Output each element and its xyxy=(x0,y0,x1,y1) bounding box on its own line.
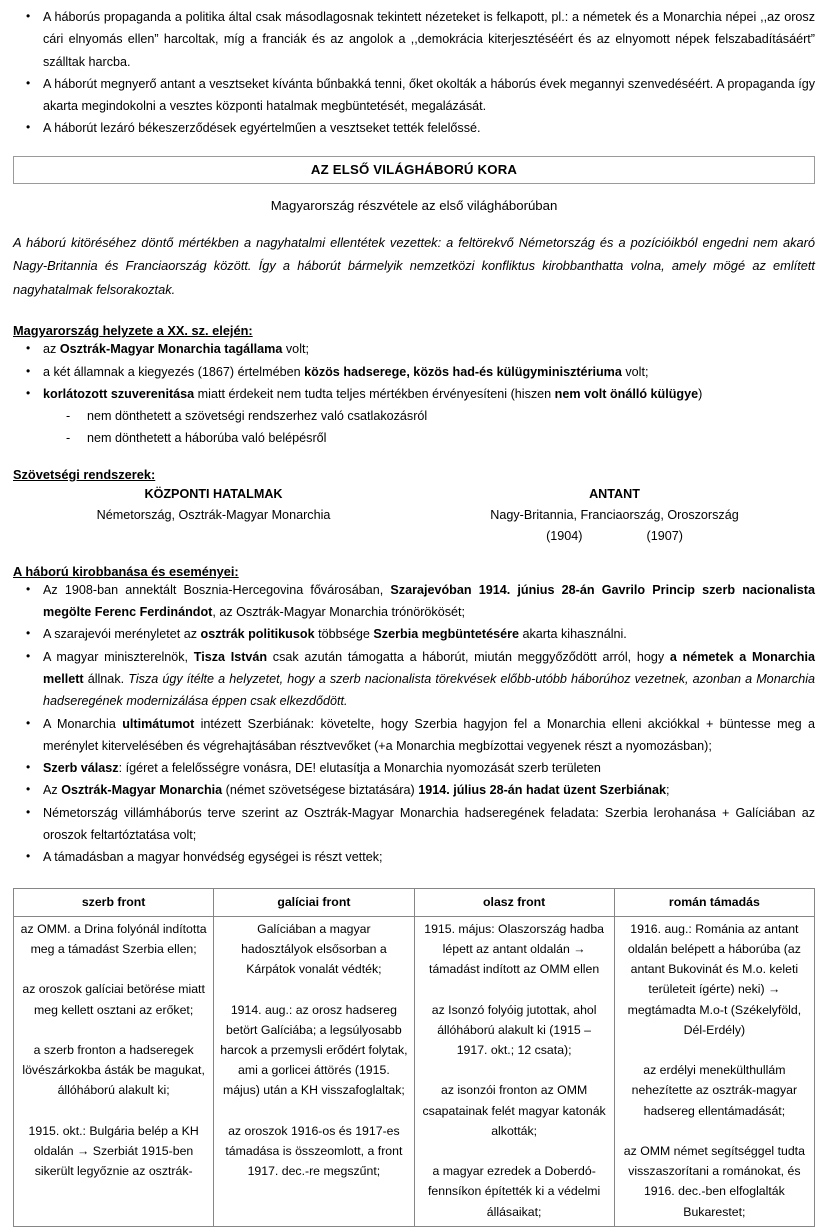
list-item xyxy=(13,646,815,713)
text-run: ; xyxy=(665,783,670,798)
alliance-entente-year-1907: (1907) xyxy=(646,528,683,543)
text-run: (német szövetségese biztatására) xyxy=(222,783,419,798)
text-run: csak azután támogatta a háborút, miután meggyőződött arról, hogy xyxy=(267,649,670,664)
sub-list-item: - nem dönthetett a háborúba való belépésről xyxy=(13,427,815,449)
list-item xyxy=(13,361,815,383)
intro-paragraph: A háború kitöréséhez döntő mértékben a nagyhatalmi ellentétek vezettek: a feltörekvő Németország és a pozícióikból engedni nem akaró Nagy-Britannia és Franciaország között. Így a háborút bármelyik nemzetközi konfliktus kirobbanthatta volna, amely mögé az említett nagyhatalmak felsorakoztak. xyxy=(13,234,815,297)
text-run: : ígéret a felelősségre vonásra, DE! elutasítja a Monarchia nyomozását szerb területen xyxy=(118,761,601,776)
fronts-table-header-cell: szerb front xyxy=(14,888,214,916)
sub-list-item: - nem dönthetett a szövetségi rendszerhez való csatlakozásról xyxy=(13,405,815,427)
text-run: Németország villámháborús terve szerint az Osztrák-Magyar Monarchia hadseregének feladata: Szerbia lerohanása + Galíciában az oroszok feltartóztatása volt; xyxy=(43,805,815,843)
text-run: Az 1908-ban annektált Bosznia-Hercegovina fővárosában, xyxy=(43,582,391,597)
fronts-table-head xyxy=(14,888,815,916)
list-item: • A háborús propaganda a politika által csak másodlagosnak tekintett nézeteket is felkapott, pl.: a németek és a Monarchia népei ,,az orosz cári elnyomás ellen” harcoltak, míg a franciák és az angolok a ,,demokrácia kiterjesztéséért és az elnyomott népek felszabadításáért” szálltak harcba. xyxy=(13,6,815,73)
text-run: állnak. xyxy=(83,671,129,686)
cell-paragraph: az oroszok galíciai betörése miatt meg kellett osztani az erőket; xyxy=(22,982,205,1017)
italic-run: Tisza úgy ítélte a helyzetet, hogy a szerb nacionalista törekvések előbb-utóbb háborúhoz vezetnek, azonban a Monarchia hadseregének modernizálása éppen csak elkezdődött. xyxy=(43,671,815,709)
bold-run: Osztrák-Magyar Monarchia xyxy=(61,783,223,798)
kirobbanasa-bullet-list xyxy=(13,579,815,869)
alliance-entente-years xyxy=(414,526,815,547)
alliance-central-powers xyxy=(13,484,414,547)
cell-paragraph: Galíciában a magyar hadosztályok elsősorban a Kárpátok vonalát védték; xyxy=(241,921,387,977)
bold-run: Szerb válasz xyxy=(43,761,119,776)
text-run: többsége xyxy=(314,627,374,642)
cell-paragraph: a magyar ezredek a Doberdó-fennsíkon építették ki a védelmi állásaikat; xyxy=(427,1164,601,1219)
alliance-entente-year-1904: (1904) xyxy=(546,528,583,543)
bold-run: Tisza István xyxy=(193,649,268,664)
alliances-row xyxy=(13,484,815,547)
cell-paragraph: a szerb fronton a hadseregek lövészárkokba ásták be magukat, állóháború alakult ki; xyxy=(22,1043,205,1098)
fronts-table-cell xyxy=(414,916,614,1226)
text-run: volt; xyxy=(282,342,309,357)
bold-run: közös hadserege, közös had-és külügyminisztériuma xyxy=(304,364,622,379)
fronts-table-header-row xyxy=(14,888,815,916)
page-subtitle: Magyarország részvétele az első világháborúban xyxy=(270,197,558,213)
alliance-entente xyxy=(414,484,815,547)
fronts-table-row xyxy=(14,916,815,1226)
text-run: A magyar miniszterelnök, xyxy=(43,649,194,664)
fronts-table-cell xyxy=(214,916,414,1226)
list-item: • A háborút megnyerő antant a vesztseket kívánta bűnbakká tenni, őket okolták a háborús évek megannyi szenvedéséért. A propaganda így akarta megindokolni a vesztes központi hatalmak megbüntetését, megalázását. xyxy=(13,73,815,118)
text-run: ) xyxy=(698,386,703,401)
bold-run: a németek a Monarchia mellett xyxy=(43,649,815,686)
list-item xyxy=(13,757,815,779)
cell-paragraph: az Isonzó folyóig jutottak, ahol állóháború alakult ki (1915 – 1917. okt.; 12 csata); xyxy=(431,1002,597,1058)
text-run: Az xyxy=(43,783,62,798)
section-heading-szovetsegi: Szövetségi rendszerek: xyxy=(13,466,156,482)
cell-paragraph: az isonzói fronton az OMM csapatainak felét magyar katonák alkották; xyxy=(422,1083,606,1138)
list-item xyxy=(13,846,815,868)
fronts-table-body xyxy=(14,916,815,1226)
bold-run: Szerbia megbüntetésére xyxy=(373,627,519,642)
text-run: A támadásban a magyar honvédség egységei is részt vettek; xyxy=(43,850,383,865)
bold-run: 1914. július 28-án hadat üzent Szerbiának xyxy=(418,783,666,798)
text-run: A szarajevói merényletet az xyxy=(43,627,201,642)
fronts-table xyxy=(13,888,815,1227)
text-run: intézett Szerbiának: követelte, hogy Szerbia hagyjon fel a Monarchia elleni akciókkal + büntesse meg a merénylet kitervelésében és végrehajtásában résztvevőket (+a Monarchia megbízottai vegyenek részt a nyomozásban); xyxy=(43,716,815,753)
list-item: • A háborút lezáró békeszerződések egyértelműen a vesztseket tették felelőssé. xyxy=(13,117,815,139)
list-item xyxy=(13,623,815,645)
fronts-table-header-cell: galíciai front xyxy=(214,888,414,916)
text-run: miatt érdekeit nem tudta teljes mértékben érvényesíteni (hiszen xyxy=(194,386,555,401)
fronts-table-header-cell: román támadás xyxy=(614,888,814,916)
helyzete-bullet-list xyxy=(13,338,815,405)
helyzete-sub-bullet-list xyxy=(13,405,815,450)
cell-paragraph: az oroszok 1916-os és 1917-es támadása is összeomlott, a front 1917. dec.-re megszűnt; xyxy=(225,1123,403,1179)
list-item xyxy=(13,338,815,360)
page-title: AZ ELSŐ VILÁGHÁBORÚ KORA xyxy=(310,162,518,178)
list-item xyxy=(13,713,815,758)
cell-paragraph: 1915. május: Olaszország hadba lépett az antant oldalán → támadást indított az OMM ellen xyxy=(424,921,605,977)
bold-run: nem volt önálló külügye xyxy=(554,386,699,401)
section-heading-kirobbanasa: A háború kirobbanása és eseményei: xyxy=(13,563,239,579)
alliance-entente-name: ANTANT xyxy=(589,486,640,501)
list-item xyxy=(13,802,815,847)
cell-paragraph: az OMM német segítséggel tudta visszaszorítani a románokat, és 1916. dec.-ben elfoglalták Bukarestet; xyxy=(623,1144,805,1219)
fronts-table-cell xyxy=(614,916,814,1226)
text-run: , az Osztrák-Magyar Monarchia trónörökösét; xyxy=(212,605,466,620)
bold-run: korlátozott szuverenitása xyxy=(43,386,195,401)
bold-run: ultimátumot xyxy=(122,716,195,731)
list-item xyxy=(13,383,815,405)
cell-paragraph: 1916. aug.: Románia az antant oldalán belépett a háborúba (az antant Bukovinát és M.o. keleti területeit ígérte) neki) → megtámadta M.o-t (Székelyföld, Dél-Erdély) xyxy=(627,921,802,1037)
list-item xyxy=(13,579,815,624)
fronts-table-cell xyxy=(14,916,214,1226)
text-run: volt; xyxy=(621,364,649,379)
text-run: a két államnak a kiegyezés (1867) értelmében xyxy=(43,364,305,379)
alliance-entente-members: Nagy-Britannia, Franciaország, Oroszország xyxy=(490,507,739,522)
document-title-box xyxy=(13,156,815,184)
bold-run: Osztrák-Magyar Monarchia tagállama xyxy=(59,342,283,357)
alliance-central-powers-name: KÖZPONTI HATALMAK xyxy=(144,486,283,501)
cell-paragraph: az OMM. a Drina folyónál indította meg a támadást Szerbia ellen; xyxy=(20,921,207,957)
cell-paragraph: az erdélyi menekülthullám nehezítette az osztrák-magyar hadsereg ellentámadását; xyxy=(631,1063,798,1118)
top-bullet-list xyxy=(13,6,815,140)
cell-paragraph: 1914. aug.: az orosz hadsereg betört Galíciába; a legsúlyosabb harcok a przemysli erődért folytak, ami a gorlicei áttörés (1915. május) után a KH visszafoglaltak; xyxy=(220,1002,408,1098)
fronts-table-header-cell: olasz front xyxy=(414,888,614,916)
text-run: A Monarchia xyxy=(43,716,123,731)
cell-paragraph: 1915. okt.: Bulgária belép a KH oldalán → Szerbiát 1915-ben sikerült legyőznie az osztrák- xyxy=(28,1123,199,1179)
bold-run: osztrák politikusok xyxy=(200,627,315,642)
list-item xyxy=(13,779,815,801)
text-run: az xyxy=(43,342,60,357)
alliance-central-powers-members: Németország, Osztrák-Magyar Monarchia xyxy=(96,507,331,522)
text-run: akarta kihasználni. xyxy=(519,627,627,642)
bold-run: Szarajevóban 1914. június 28-án Gavrilo Princip szerb nacionalista megölte Ferenc Ferdinándot xyxy=(43,582,815,620)
section-heading-helyzete: Magyarország helyzete a XX. sz. elején: xyxy=(13,323,253,339)
